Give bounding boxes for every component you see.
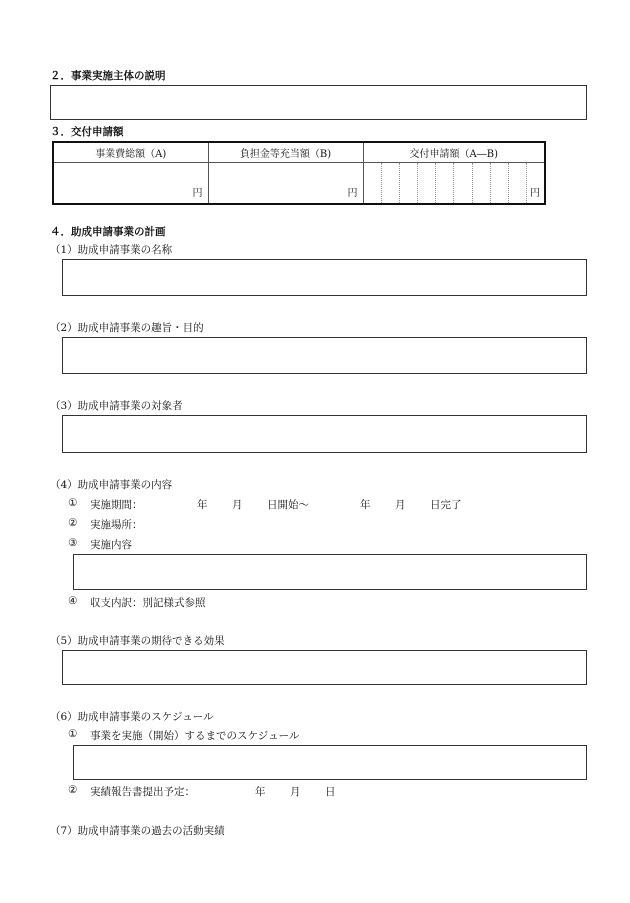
contribution-field[interactable] bbox=[208, 163, 363, 205]
detail-number: ③ bbox=[68, 537, 78, 549]
pre-schedule-number: ① bbox=[68, 728, 78, 740]
subsection-3-title: （3）助成申請事業の対象者 bbox=[50, 400, 183, 412]
budget-label: 収支内訳：別記様式参照 bbox=[90, 597, 206, 609]
subsection-7-title: （7）助成申請事業の過去の活動実績 bbox=[50, 825, 225, 837]
digit-cell[interactable] bbox=[363, 163, 381, 205]
yen-unit: 円 bbox=[347, 188, 358, 199]
pre-schedule-field[interactable] bbox=[73, 745, 587, 780]
target-audience-field[interactable] bbox=[62, 415, 587, 453]
project-detail-field[interactable] bbox=[73, 554, 587, 590]
section-4-title: ４．助成申請事業の計画 bbox=[50, 226, 166, 238]
total-cost-field[interactable] bbox=[53, 163, 208, 205]
grant-amount-table bbox=[52, 141, 546, 205]
end-month-label: 月 bbox=[395, 499, 406, 511]
subsection-5-title: （5）助成申請事業の期待できる効果 bbox=[50, 635, 225, 647]
digit-cell[interactable] bbox=[418, 163, 436, 205]
subsection-4-title: （4）助成申請事業の内容 bbox=[50, 479, 173, 491]
report-number: ② bbox=[68, 784, 78, 796]
end-day-label: 日完了 bbox=[430, 499, 462, 511]
project-purpose-field[interactable] bbox=[62, 337, 587, 374]
start-year-label: 年 bbox=[197, 499, 208, 511]
report-month-label: 月 bbox=[290, 786, 301, 798]
digit-cell-yen[interactable] bbox=[527, 163, 545, 205]
digit-cell[interactable] bbox=[399, 163, 417, 205]
place-label: 実施場所： bbox=[90, 519, 143, 531]
organization-description-field[interactable] bbox=[50, 85, 587, 120]
subsection-1-title: （1）助成申請事業の名称 bbox=[50, 244, 173, 256]
end-year-label: 年 bbox=[360, 499, 371, 511]
place-number: ② bbox=[68, 517, 78, 529]
start-day-label: 日開始～ bbox=[267, 499, 309, 511]
period-number: ① bbox=[68, 497, 78, 509]
pre-schedule-label: 事業を実施（開始）するまでのスケジュール bbox=[90, 730, 300, 742]
section-3-title: ３．交付申請額 bbox=[50, 126, 124, 138]
subsection-6-title: （6）助成申請事業のスケジュール bbox=[50, 711, 214, 723]
yen-unit: 円 bbox=[530, 188, 540, 199]
header-grant-request: 交付申請額（A―B) bbox=[363, 142, 545, 163]
section-2-title: ２．事業実施主体の説明 bbox=[50, 70, 166, 82]
project-name-field[interactable] bbox=[62, 259, 587, 296]
header-total-cost: 事業費総額（A) bbox=[53, 142, 208, 163]
report-year-label: 年 bbox=[255, 786, 266, 798]
digit-cell[interactable] bbox=[509, 163, 527, 205]
subsection-2-title: （2）助成申請事業の趣旨・目的 bbox=[50, 322, 204, 334]
digit-cell[interactable] bbox=[490, 163, 508, 205]
yen-unit: 円 bbox=[192, 188, 203, 199]
report-label: 実績報告書提出予定： bbox=[90, 786, 195, 798]
expected-effect-field[interactable] bbox=[62, 650, 587, 685]
detail-label: 実施内容 bbox=[90, 539, 132, 551]
budget-number: ④ bbox=[68, 595, 78, 607]
digit-cell[interactable] bbox=[454, 163, 472, 205]
period-label: 実施期間： bbox=[90, 499, 143, 511]
header-contribution: 負担金等充当額（B) bbox=[208, 142, 363, 163]
digit-cell[interactable] bbox=[472, 163, 490, 205]
start-month-label: 月 bbox=[232, 499, 243, 511]
digit-cell[interactable] bbox=[436, 163, 454, 205]
digit-cell[interactable] bbox=[381, 163, 399, 205]
report-day-label: 日 bbox=[325, 786, 336, 798]
